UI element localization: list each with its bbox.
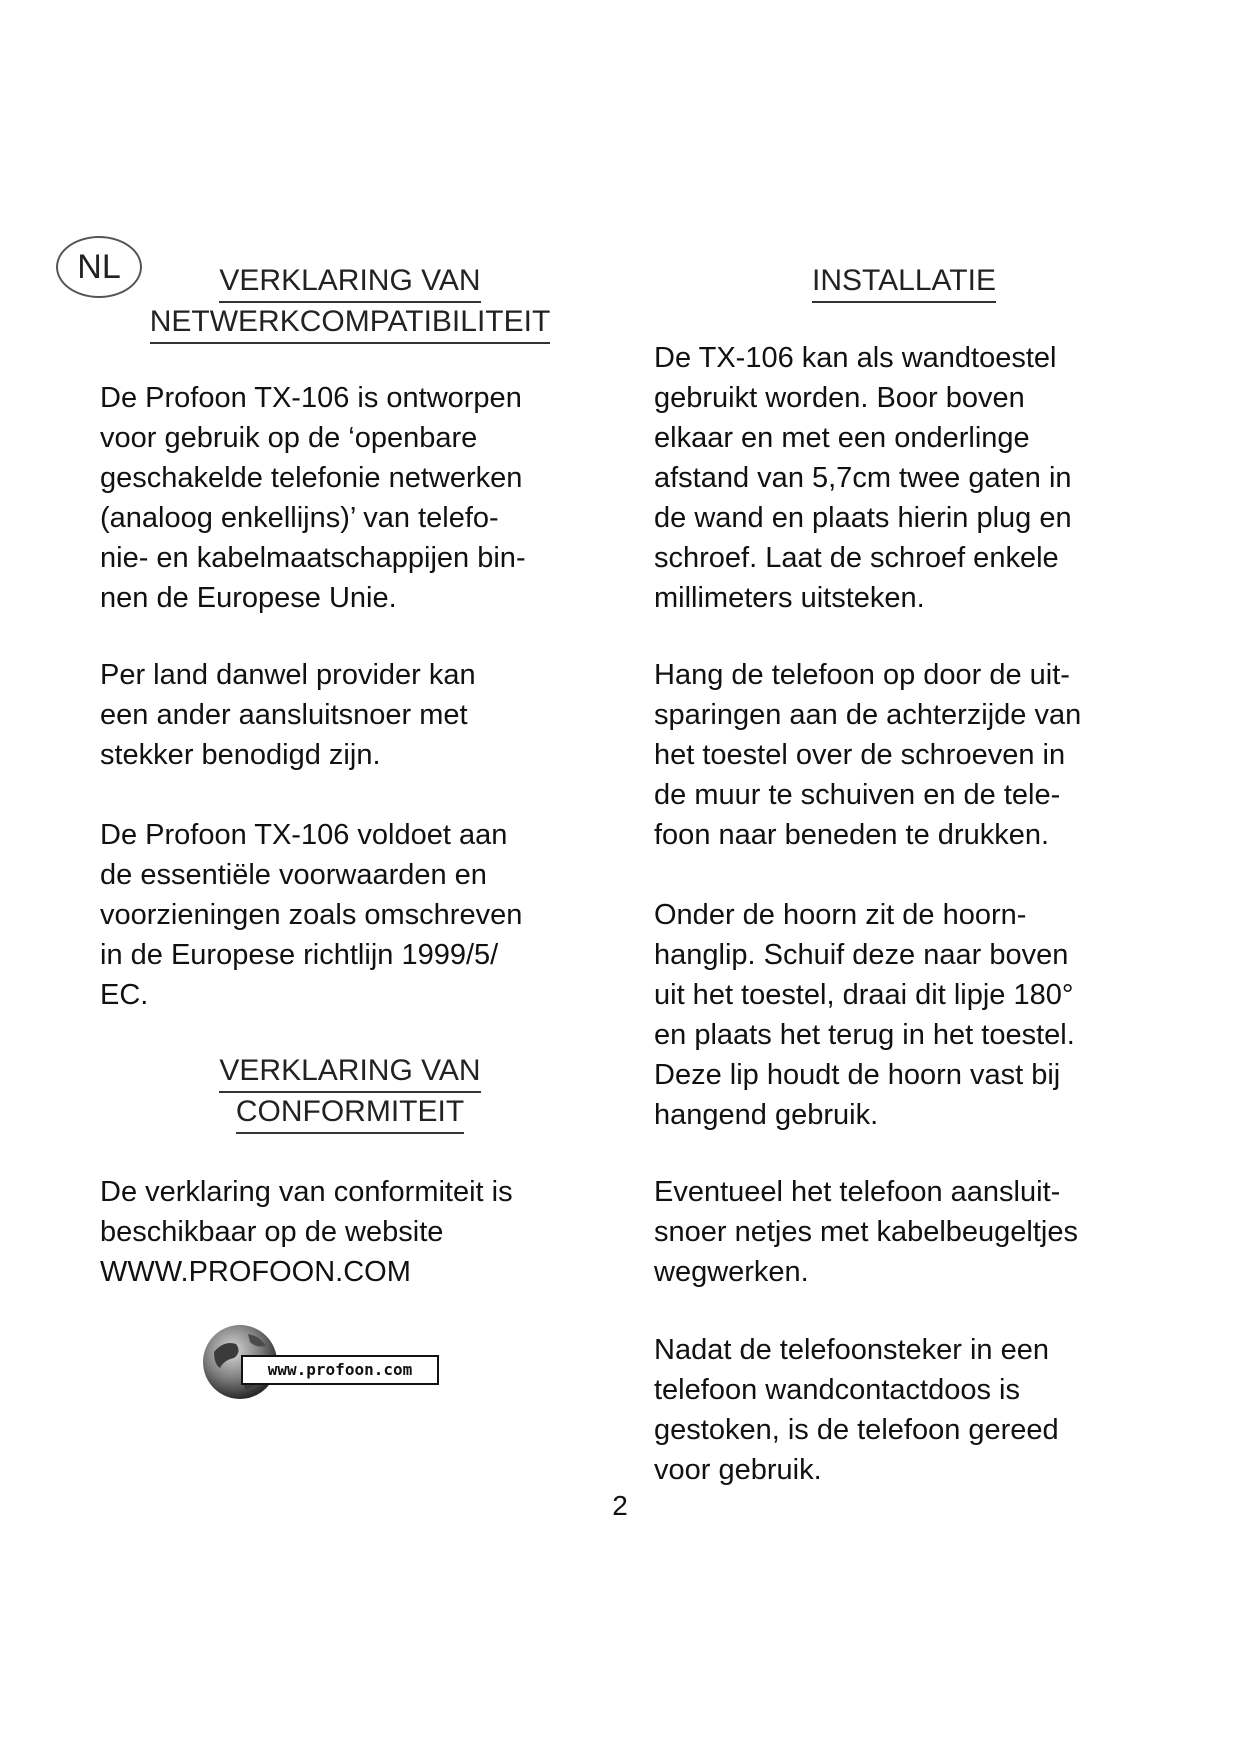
text-line: de muur te schuiven en de tele- [654,779,1061,811]
heading-line: VERKLARING VAN [219,1052,480,1093]
text-line: beschikbaar op de website [100,1216,444,1248]
text-line: Hang de telefoon op door de uit- [654,659,1070,691]
text-line: de wand en plaats hierin plug en [654,502,1072,534]
text-line: voor gebruik. [654,1454,822,1486]
text-line: afstand van 5,7cm twee gaten in [654,462,1072,494]
heading-line: INSTALLATIE [812,262,996,303]
text-line: telefoon wandcontactdoos is [654,1374,1020,1406]
text-line: wegwerken. [654,1256,809,1288]
paragraph-cable [654,1172,1174,1292]
paragraph-hang [654,655,1174,855]
text-line: hanglip. Schuif deze naar boven [654,939,1069,971]
heading-installation [654,262,1154,303]
text-line: nie- en kabelmaatschappijen bin- [100,542,526,574]
text-line: schroef. Laat de schroef enkele [654,542,1059,574]
text-line: de essentiële voorwaarden en [100,859,487,891]
text-line: een ander aansluitsnoer met [100,699,468,731]
text-line: De Profoon TX-106 voldoet aan [100,819,508,851]
text-line: foon naar beneden te drukken. [654,819,1050,851]
text-line: EC. [100,979,149,1011]
website-url: WWW.PROFOON.COM [100,1256,411,1288]
text-line: gebruikt worden. Boor boven [654,382,1025,414]
language-badge: NL [56,236,142,298]
text-line: millimeters uitsteken. [654,582,925,614]
text-line: Eventueel het telefoon aansluit- [654,1176,1061,1208]
text-line: snoer netjes met kabelbeugeltjes [654,1216,1078,1248]
paragraph-network [100,378,620,618]
text-line: stekker benodigd zijn. [100,739,381,771]
text-line: Nadat de telefoonsteker in een [654,1334,1049,1366]
page-number: 2 [612,1490,628,1521]
paragraph-hook-clip [654,895,1174,1135]
text-line: voor gebruik op de ‘openbare [100,422,478,454]
paragraph-connector [100,655,620,775]
heading-line: NETWERKCOMPATIBILITEIT [150,303,551,344]
text-line: het toestel over de schroeven in [654,739,1066,771]
text-line: (analoog enkellijns)’ van telefo- [100,502,499,534]
text-line: geschakelde telefonie netwerken [100,462,523,494]
text-line: De TX-106 kan als wandtoestel [654,342,1057,374]
text-line: hangend gebruik. [654,1099,879,1131]
text-line: voorzieningen zoals omschreven [100,899,523,931]
text-line: sparingen aan de achterzijde van [654,699,1082,731]
text-line: elkaar en met een onderlinge [654,422,1030,454]
text-line: gestoken, is de telefoon gereed [654,1414,1059,1446]
text-line: in de Europese richtlijn 1999/5/ [100,939,499,971]
text-line: De verklaring van conformiteit is [100,1176,513,1208]
heading-line: CONFORMITEIT [236,1093,464,1134]
logo-text: www.profoon.com [241,1355,439,1385]
text-line: Per land danwel provider kan [100,659,476,691]
profoon-logo [200,1322,440,1402]
paragraph-wall-mount [654,338,1174,618]
text-line: Deze lip houdt de hoorn vast bij [654,1059,1061,1091]
heading-line: VERKLARING VAN [219,262,480,303]
paragraph-conformity [100,1172,620,1292]
paragraph-ready [654,1330,1174,1490]
text-line: De Profoon TX-106 is ontworpen [100,382,522,414]
heading-conformity [100,1052,600,1134]
text-line: Onder de hoorn zit de hoorn- [654,899,1027,931]
text-line: nen de Europese Unie. [100,582,397,614]
heading-network-compatibility [100,262,600,344]
text-line: uit het toestel, draai dit lipje 180° [654,979,1074,1011]
text-line: en plaats het terug in het toestel. [654,1019,1075,1051]
paragraph-directive [100,815,620,1015]
